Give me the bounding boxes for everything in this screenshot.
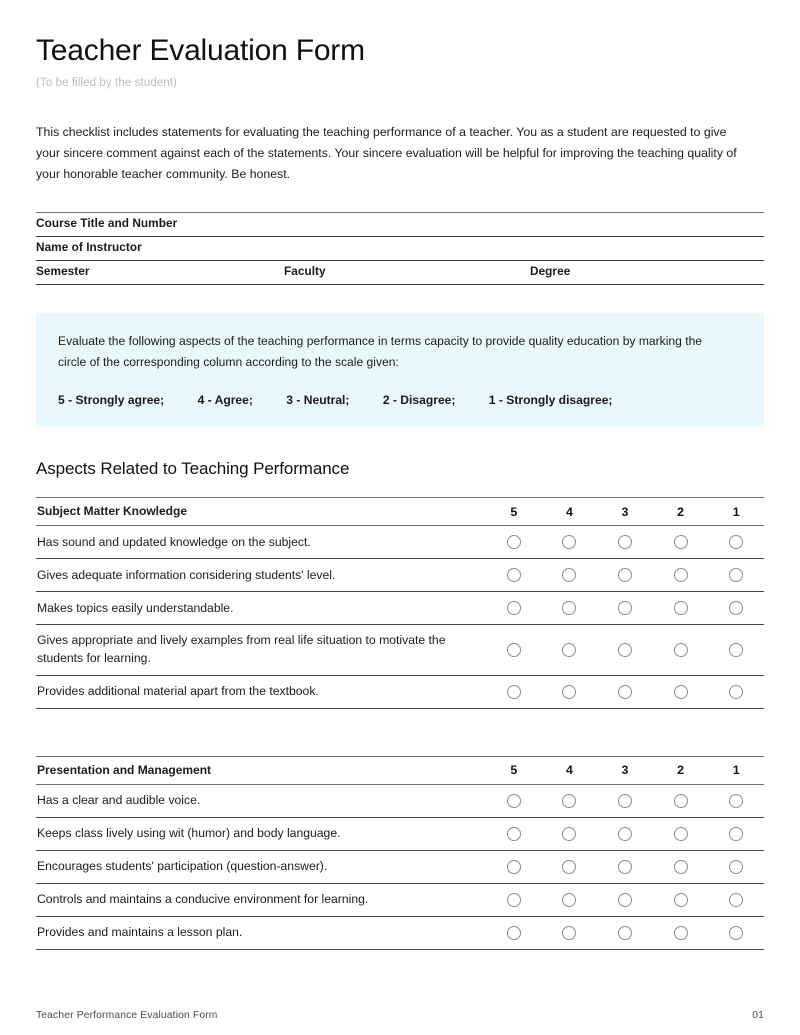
rating-cell-5[interactable] — [486, 827, 542, 841]
radio-circle-icon[interactable] — [674, 860, 688, 874]
rating-options — [486, 535, 764, 549]
table-header-row — [36, 498, 764, 526]
info-row-semester-faculty-degree[interactable] — [36, 261, 764, 285]
intro-paragraph: This checklist includes statements for evaluating the teaching performance of a teacher. You as a student are requested to give your sincere comment against each of the statements. Your sincere evaluation will be helpful for improving the teaching quality of your honorable teacher community. Be honest. — [36, 125, 737, 182]
statement-text: Has sound and updated knowledge on the subject. — [37, 534, 311, 549]
rating-cell-5[interactable] — [486, 685, 542, 699]
column-header-5: 5 — [510, 504, 518, 519]
rating-cell-4[interactable] — [542, 860, 598, 874]
radio-circle-icon[interactable] — [507, 794, 521, 808]
table-row — [36, 884, 764, 917]
table-row — [36, 625, 764, 675]
column-header-2: 2 — [677, 504, 685, 519]
rating-cell-3[interactable] — [597, 685, 653, 699]
radio-circle-icon[interactable] — [507, 893, 521, 907]
rating-cell-1[interactable] — [708, 568, 764, 582]
column-header-1: 1 — [732, 763, 740, 778]
rating-cell-2[interactable] — [653, 535, 709, 549]
table-row — [36, 818, 764, 851]
table-header-label: Presentation and Management — [37, 762, 212, 777]
radio-circle-icon[interactable] — [729, 535, 743, 549]
radio-circle-icon[interactable] — [562, 926, 576, 940]
table-row — [36, 785, 764, 818]
column-headers — [486, 505, 764, 519]
radio-circle-icon[interactable] — [562, 827, 576, 841]
rating-cell-5[interactable] — [486, 643, 542, 657]
radio-circle-icon[interactable] — [729, 860, 743, 874]
rating-cell-5[interactable] — [486, 860, 542, 874]
statement-text: Has a clear and audible voice. — [37, 793, 201, 808]
rating-options — [486, 827, 764, 841]
radio-circle-icon[interactable] — [618, 568, 632, 582]
rating-cell-5[interactable] — [486, 794, 542, 808]
page-subtitle: (To be filled by the student) — [36, 77, 177, 89]
radio-circle-icon[interactable] — [507, 643, 521, 657]
radio-circle-icon[interactable] — [562, 535, 576, 549]
radio-circle-icon[interactable] — [729, 601, 743, 615]
radio-circle-icon[interactable] — [618, 535, 632, 549]
section-heading: Aspects Related to Teaching Performance — [36, 459, 350, 479]
info-row-instructor-name[interactable] — [36, 237, 764, 261]
rating-cell-1[interactable] — [708, 601, 764, 615]
statement-text: Encourages students' participation (question-answer). — [37, 859, 328, 874]
footer-document-name: Teacher Performance Evaluation Form — [36, 1010, 218, 1021]
info-row-course-title[interactable] — [36, 213, 764, 237]
rating-cell-4[interactable] — [542, 926, 598, 940]
radio-circle-icon[interactable] — [674, 568, 688, 582]
radio-circle-icon[interactable] — [507, 601, 521, 615]
column-header-3: 3 — [621, 763, 629, 778]
rating-cell-4[interactable] — [542, 827, 598, 841]
table-row — [36, 917, 764, 950]
rating-cell-4[interactable] — [542, 794, 598, 808]
scale-item-1: 1 - Strongly disagree; — [488, 393, 613, 408]
radio-circle-icon[interactable] — [674, 794, 688, 808]
rating-cell-1[interactable] — [708, 860, 764, 874]
scale-item-4: 4 - Agree; — [197, 393, 253, 408]
radio-circle-icon[interactable] — [507, 860, 521, 874]
rating-options — [486, 685, 764, 699]
column-header-4: 4 — [565, 504, 573, 519]
rating-cell-1[interactable] — [708, 794, 764, 808]
rating-cell-2[interactable] — [653, 568, 709, 582]
rating-cell-2[interactable] — [653, 601, 709, 615]
rating-cell-5[interactable] — [486, 926, 542, 940]
rating-cell-5[interactable] — [486, 601, 542, 615]
radio-circle-icon[interactable] — [674, 601, 688, 615]
course-info-fields — [36, 212, 764, 285]
rating-table-presentation-and-management — [36, 756, 764, 950]
radio-circle-icon[interactable] — [562, 893, 576, 907]
statement-text: Makes topics easily understandable. — [37, 600, 234, 615]
radio-circle-icon[interactable] — [562, 568, 576, 582]
radio-circle-icon[interactable] — [729, 568, 743, 582]
footer-page-number: 01 — [752, 1010, 764, 1021]
radio-circle-icon[interactable] — [618, 643, 632, 657]
table-row — [36, 676, 764, 709]
radio-circle-icon[interactable] — [729, 893, 743, 907]
rating-options — [486, 860, 764, 874]
column-headers — [486, 763, 764, 777]
radio-circle-icon[interactable] — [562, 794, 576, 808]
table-row — [36, 559, 764, 592]
instruction-text: Evaluate the following aspects of the teaching performance in terms capacity to provide quality education by marking the circle of the corresponding column according to the scale given: — [58, 334, 703, 370]
rating-cell-4[interactable] — [542, 535, 598, 549]
rating-table-subject-matter-knowledge — [36, 497, 764, 709]
radio-circle-icon[interactable] — [618, 601, 632, 615]
radio-circle-icon[interactable] — [507, 926, 521, 940]
field-label-degree: Degree — [530, 264, 571, 279]
radio-circle-icon[interactable] — [618, 827, 632, 841]
column-header-1: 1 — [732, 504, 740, 519]
rating-cell-4[interactable] — [542, 643, 598, 657]
column-header-5: 5 — [510, 763, 518, 778]
radio-circle-icon[interactable] — [507, 827, 521, 841]
rating-cell-4[interactable] — [542, 685, 598, 699]
rating-cell-3[interactable] — [597, 601, 653, 615]
rating-cell-4[interactable] — [542, 601, 598, 615]
radio-circle-icon[interactable] — [618, 926, 632, 940]
rating-options — [486, 893, 764, 907]
rating-cell-4[interactable] — [542, 893, 598, 907]
rating-cell-2[interactable] — [653, 893, 709, 907]
radio-circle-icon[interactable] — [674, 926, 688, 940]
rating-cell-2[interactable] — [653, 643, 709, 657]
radio-circle-icon[interactable] — [729, 643, 743, 657]
column-header-2: 2 — [677, 763, 685, 778]
page-title: Teacher Evaluation Form — [36, 34, 365, 67]
rating-cell-5[interactable] — [486, 568, 542, 582]
radio-circle-icon[interactable] — [674, 685, 688, 699]
field-label-semester: Semester — [36, 264, 90, 279]
table-header-label: Subject Matter Knowledge — [37, 504, 188, 519]
rating-options — [486, 643, 764, 657]
instruction-callout — [36, 313, 764, 427]
radio-circle-icon[interactable] — [618, 893, 632, 907]
radio-circle-icon[interactable] — [674, 893, 688, 907]
statement-text: Gives adequate information considering students' level. — [37, 567, 336, 582]
statement-text: Provides additional material apart from the textbook. — [37, 683, 319, 698]
radio-circle-icon[interactable] — [674, 643, 688, 657]
column-header-4: 4 — [565, 763, 573, 778]
radio-circle-icon[interactable] — [729, 794, 743, 808]
rating-cell-2[interactable] — [653, 860, 709, 874]
radio-circle-icon[interactable] — [674, 827, 688, 841]
scale-item-2: 2 - Disagree; — [382, 393, 456, 408]
rating-cell-3[interactable] — [597, 926, 653, 940]
radio-circle-icon[interactable] — [618, 685, 632, 699]
radio-circle-icon[interactable] — [562, 860, 576, 874]
rating-cell-3[interactable] — [597, 568, 653, 582]
table-row — [36, 851, 764, 884]
rating-cell-2[interactable] — [653, 827, 709, 841]
table-header-row — [36, 757, 764, 785]
rating-cell-1[interactable] — [708, 827, 764, 841]
radio-circle-icon[interactable] — [562, 643, 576, 657]
radio-circle-icon[interactable] — [674, 535, 688, 549]
statement-text: Provides and maintains a lesson plan. — [37, 925, 243, 940]
rating-options — [486, 794, 764, 808]
rating-cell-3[interactable] — [597, 893, 653, 907]
rating-cell-1[interactable] — [708, 643, 764, 657]
statement-text: Keeps class lively using wit (humor) and body language. — [37, 826, 341, 841]
field-label-course-title: Course Title and Number — [36, 216, 178, 231]
column-header-3: 3 — [621, 504, 629, 519]
radio-circle-icon[interactable] — [562, 685, 576, 699]
field-label-faculty: Faculty — [284, 264, 326, 279]
radio-circle-icon[interactable] — [618, 794, 632, 808]
page-footer — [36, 1010, 764, 1021]
radio-circle-icon[interactable] — [618, 860, 632, 874]
rating-cell-2[interactable] — [653, 794, 709, 808]
field-label-instructor-name: Name of Instructor — [36, 240, 142, 255]
radio-circle-icon[interactable] — [507, 568, 521, 582]
rating-cell-3[interactable] — [597, 643, 653, 657]
radio-circle-icon[interactable] — [729, 926, 743, 940]
table-row — [36, 526, 764, 559]
scale-item-3: 3 - Neutral; — [286, 393, 350, 408]
radio-circle-icon[interactable] — [562, 601, 576, 615]
rating-cell-5[interactable] — [486, 535, 542, 549]
rating-cell-1[interactable] — [708, 535, 764, 549]
scale-legend — [58, 393, 742, 407]
rating-cell-3[interactable] — [597, 794, 653, 808]
rating-cell-3[interactable] — [597, 827, 653, 841]
rating-cell-1[interactable] — [708, 893, 764, 907]
statement-text: Controls and maintains a conducive environment for learning. — [37, 892, 369, 907]
radio-circle-icon[interactable] — [729, 685, 743, 699]
rating-cell-2[interactable] — [653, 926, 709, 940]
rating-cell-1[interactable] — [708, 926, 764, 940]
radio-circle-icon[interactable] — [507, 535, 521, 549]
rating-cell-4[interactable] — [542, 568, 598, 582]
rating-options — [486, 926, 764, 940]
radio-circle-icon[interactable] — [507, 685, 521, 699]
table-row — [36, 592, 764, 625]
rating-options — [486, 601, 764, 615]
rating-options — [486, 568, 764, 582]
statement-text: Gives appropriate and lively examples from real life situation to motivate the students for learning. — [37, 633, 446, 666]
radio-circle-icon[interactable] — [729, 827, 743, 841]
rating-cell-1[interactable] — [708, 685, 764, 699]
rating-cell-5[interactable] — [486, 893, 542, 907]
scale-item-5: 5 - Strongly agree; — [58, 393, 165, 408]
rating-cell-2[interactable] — [653, 685, 709, 699]
rating-cell-3[interactable] — [597, 535, 653, 549]
rating-cell-3[interactable] — [597, 860, 653, 874]
